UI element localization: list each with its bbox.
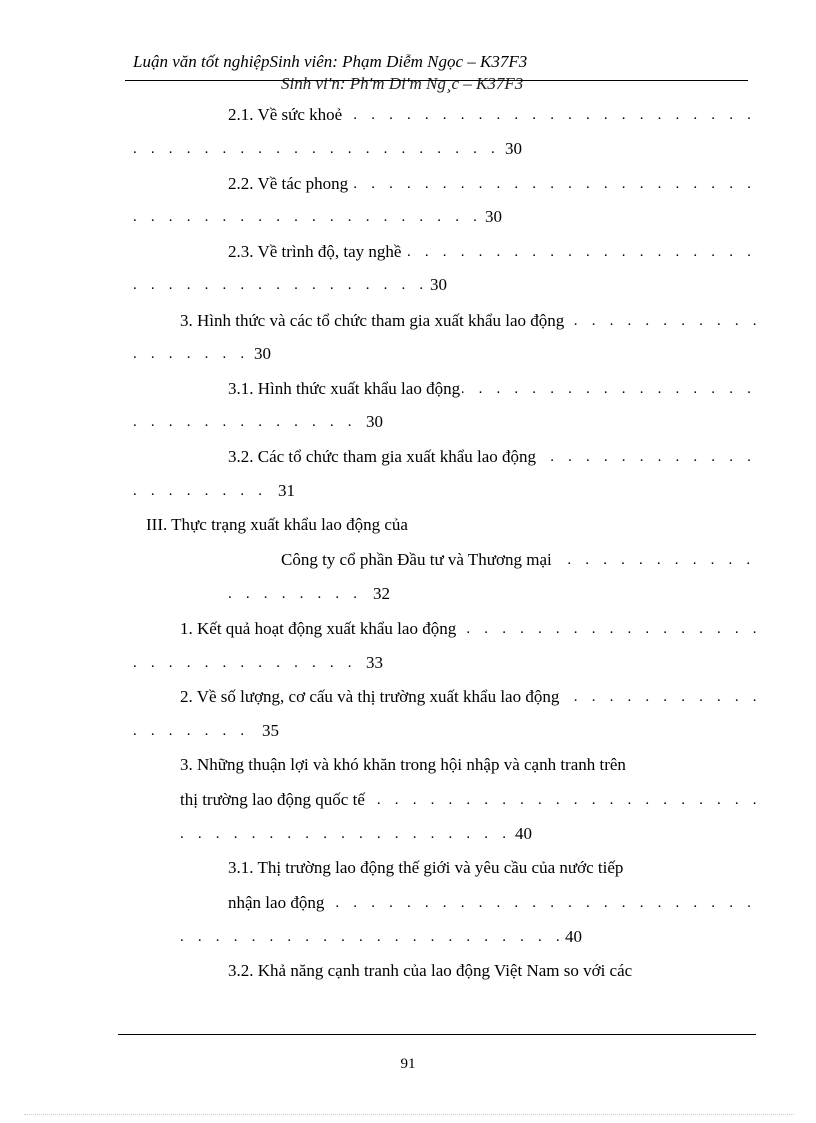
toc-entry-1-page-line (133, 651, 413, 675)
dot-leader (133, 651, 361, 675)
dot-leader (133, 719, 257, 743)
toc-entry-3b-cont[interactable] (180, 788, 763, 812)
toc-entry-2-3[interactable] (228, 240, 763, 264)
toc-entry-III-cont[interactable] (281, 548, 763, 572)
toc-page-number: 30 (430, 275, 447, 294)
toc-entry-3-1[interactable] (228, 377, 763, 401)
toc-entry-3-1b-cont[interactable] (228, 891, 763, 915)
toc-entry-title: 3. Hình thức và các tổ chức tham gia xuất khẩu lao động (180, 311, 565, 330)
toc-page-number: 30 (366, 412, 383, 431)
toc-entry-title: 1. Kết quả hoạt động xuất khẩu lao động (180, 619, 457, 638)
toc-page-number: 30 (505, 139, 522, 158)
toc-entry-title: 2.2. Về tác phong (228, 174, 349, 193)
toc-entry-3b[interactable] (180, 753, 680, 777)
toc-entry-title: 2. Về số lượng, cơ cấu và thị trường xuất khẩu lao động (180, 687, 560, 706)
page-number: 91 (400, 1056, 416, 1072)
toc-entry-title: 3.1. Hình thức xuất khẩu lao động (228, 379, 461, 398)
toc-entry-3-2-page-line (133, 479, 333, 503)
toc-entry-title: 2.3. Về trình độ, tay nghề (228, 242, 402, 261)
toc-entry-3-2[interactable] (228, 445, 763, 469)
toc-entry-title: 2.1. Về sức khoẻ (228, 105, 343, 124)
toc-entry-title: 3. Những thuận lợi và khó khăn trong hội nhập và cạnh tranh trên (180, 755, 626, 774)
footer-rule (118, 1034, 756, 1035)
toc-entry-2-1-page-line (133, 137, 533, 161)
dot-leader (133, 479, 273, 503)
toc-entry-2-2[interactable] (228, 172, 763, 196)
toc-entry-2[interactable] (180, 685, 763, 709)
toc-entry-3-1b[interactable] (228, 856, 688, 880)
toc-page-number: 32 (373, 584, 390, 603)
page-edge-dotted-line (24, 1114, 794, 1115)
toc-page-number: 33 (366, 653, 383, 672)
toc-page-number: 40 (565, 927, 582, 946)
toc-entry-3-1-page-line (133, 410, 413, 434)
toc-entry-title-cont: thị trường lao động quốc tế (180, 790, 365, 809)
toc-page-number: 31 (278, 481, 295, 500)
dot-leader (228, 582, 368, 606)
toc-page-number: 40 (515, 824, 532, 843)
dot-leader (133, 205, 480, 229)
dot-leader (133, 410, 361, 434)
toc-entry-title: 3.1. Thị trường lao động thế giới và yêu cầu của nước tiếp (228, 858, 624, 877)
toc-entry-2-page-line (133, 719, 313, 743)
toc-entry-title: 3.2. Khả năng cạnh tranh của lao động Việt Nam so với các (228, 961, 633, 980)
toc-entry-3[interactable] (180, 309, 763, 333)
dot-leader (133, 273, 425, 297)
toc-entry-III[interactable] (146, 513, 646, 537)
toc-entry-1[interactable] (180, 617, 763, 641)
toc-entry-3-1b-page-line (180, 925, 600, 949)
toc-entry-2-1[interactable] (228, 103, 763, 127)
toc-entry-3-2b[interactable] (228, 959, 708, 983)
toc-entry-title-cont: nhận lao động (228, 893, 325, 912)
dot-leader (180, 925, 560, 949)
toc-entry-title: III. Thực trạng xuất khẩu lao động của (146, 515, 408, 534)
toc-entry-title: 3.2. Các tổ chức tham gia xuất khẩu lao động (228, 447, 537, 466)
toc-entry-3b-page-line (180, 822, 560, 846)
toc-page-number: 30 (485, 207, 502, 226)
header-title-duplicate: Sinh vi'n: Ph'm Di'm Ng¸c – K37F3 (281, 74, 524, 93)
toc-entry-2-3-page-line (133, 273, 463, 297)
dot-leader (133, 342, 249, 366)
dot-leader (180, 822, 510, 846)
toc-entry-title-cont: Công ty cổ phần Đầu tư và Thương mại (281, 550, 552, 569)
dot-leader (133, 137, 499, 161)
toc-entry-2-2-page-line (133, 205, 513, 229)
toc-entry-III-page-line (228, 582, 428, 606)
toc-page-number: 30 (254, 344, 271, 363)
toc-page-number: 35 (262, 721, 279, 740)
toc-entry-3-page-line (133, 342, 313, 366)
header-title: Luận văn tốt nghiệpSinh viên: Phạm Diễm Ngọc – K37F3 (133, 52, 528, 71)
